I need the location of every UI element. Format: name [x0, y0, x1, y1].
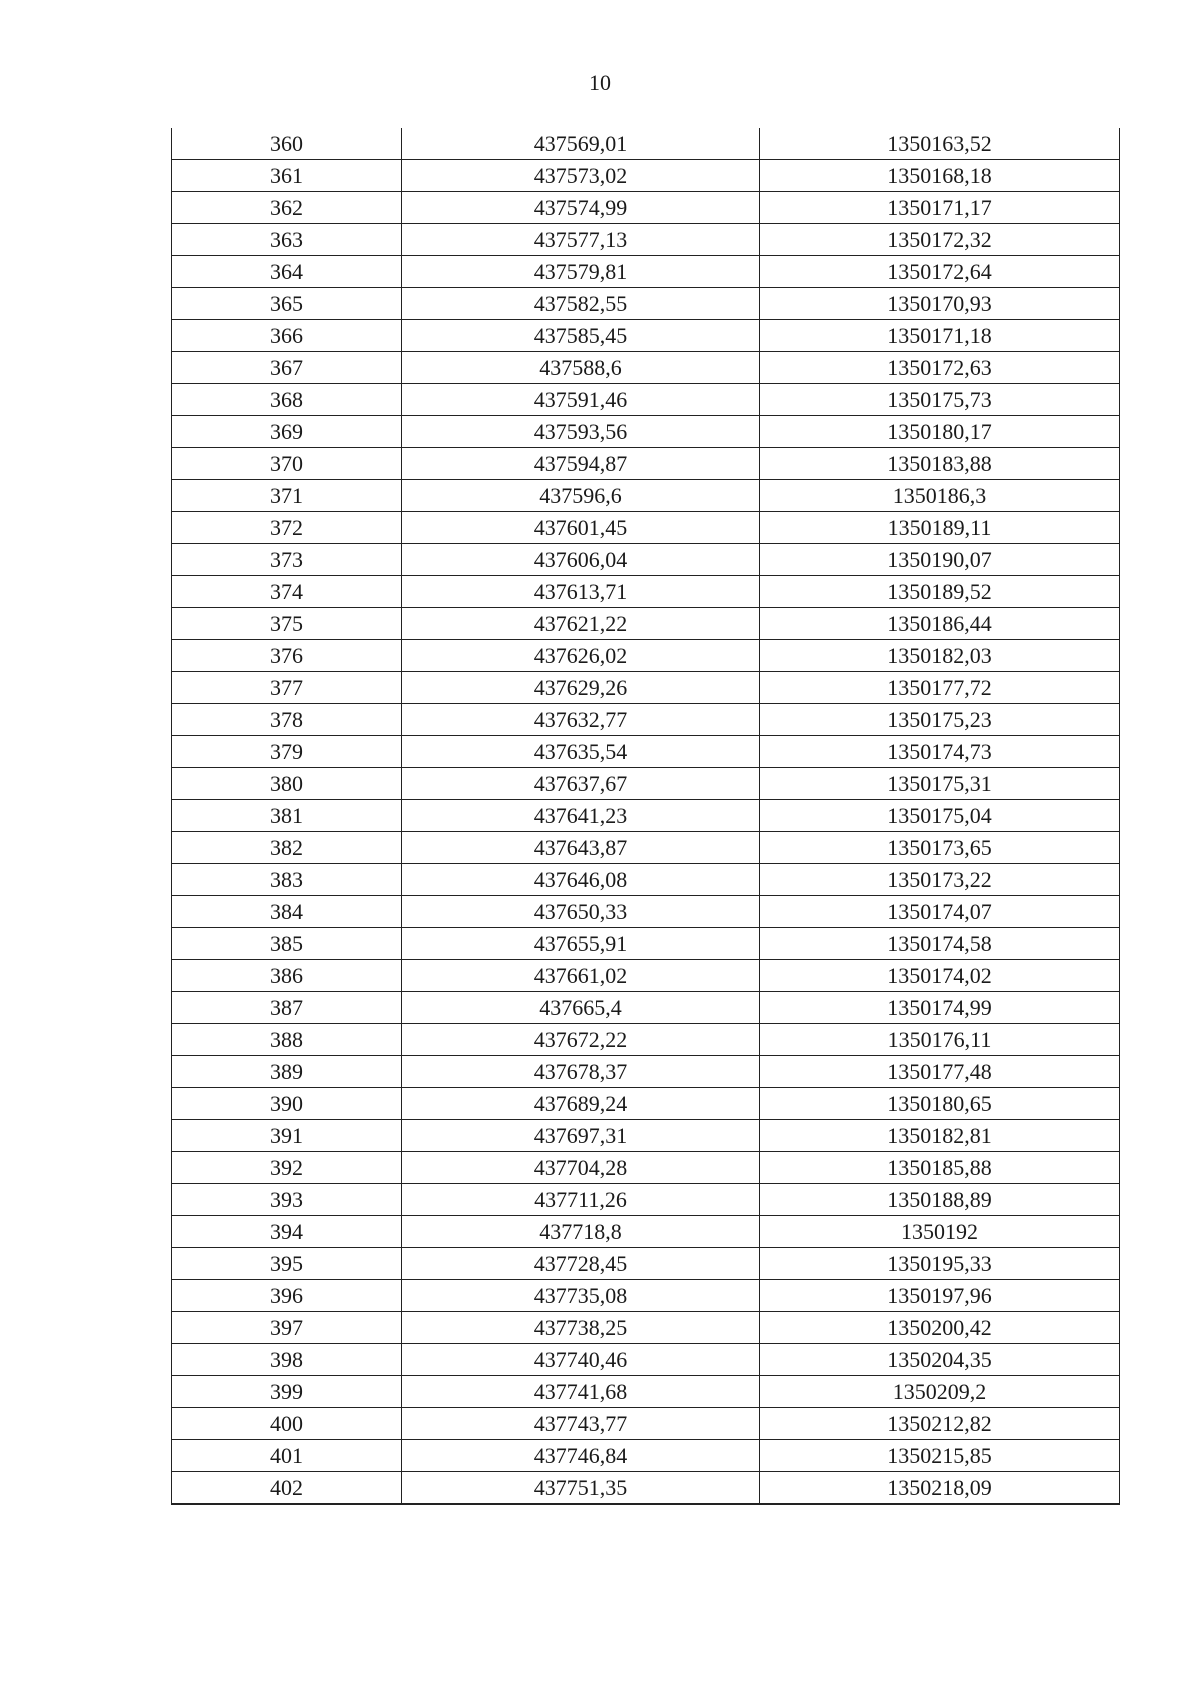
y-coordinate-cell: 1350204,35: [760, 1344, 1120, 1376]
y-coordinate-cell: 1350212,82: [760, 1408, 1120, 1440]
table-row: [172, 128, 1120, 160]
y-coordinate-cell: 1350172,64: [760, 256, 1120, 288]
x-coordinate-cell: 437746,84: [402, 1440, 760, 1472]
y-coordinate-cell: 1350180,17: [760, 416, 1120, 448]
point-number-cell: 389: [172, 1056, 402, 1088]
table-row: [172, 576, 1120, 608]
y-coordinate-cell: 1350215,85: [760, 1440, 1120, 1472]
y-coordinate-cell: 1350192: [760, 1216, 1120, 1248]
x-coordinate-cell: 437588,6: [402, 352, 760, 384]
table-row: [172, 1152, 1120, 1184]
y-coordinate-cell: 1350172,32: [760, 224, 1120, 256]
point-number-cell: 376: [172, 640, 402, 672]
table-row: [172, 384, 1120, 416]
y-coordinate-cell: 1350174,07: [760, 896, 1120, 928]
table-row: [172, 1248, 1120, 1280]
x-coordinate-cell: 437655,91: [402, 928, 760, 960]
table-row: [172, 160, 1120, 192]
table-row: [172, 800, 1120, 832]
x-coordinate-cell: 437632,77: [402, 704, 760, 736]
table-row: [172, 736, 1120, 768]
y-coordinate-cell: 1350180,65: [760, 1088, 1120, 1120]
point-number-cell: 368: [172, 384, 402, 416]
x-coordinate-cell: 437613,71: [402, 576, 760, 608]
point-number-cell: 399: [172, 1376, 402, 1408]
table-row: [172, 320, 1120, 352]
x-coordinate-cell: 437743,77: [402, 1408, 760, 1440]
table-row: [172, 640, 1120, 672]
y-coordinate-cell: 1350174,99: [760, 992, 1120, 1024]
point-number-cell: 363: [172, 224, 402, 256]
point-number-cell: 380: [172, 768, 402, 800]
table-row: [172, 864, 1120, 896]
point-number-cell: 377: [172, 672, 402, 704]
point-number-cell: 396: [172, 1280, 402, 1312]
x-coordinate-cell: 437728,45: [402, 1248, 760, 1280]
x-coordinate-cell: 437689,24: [402, 1088, 760, 1120]
table-row: [172, 192, 1120, 224]
point-number-cell: 360: [172, 128, 402, 160]
table-row: [172, 1024, 1120, 1056]
x-coordinate-cell: 437665,4: [402, 992, 760, 1024]
x-coordinate-cell: 437629,26: [402, 672, 760, 704]
x-coordinate-cell: 437738,25: [402, 1312, 760, 1344]
table-row: [172, 256, 1120, 288]
x-coordinate-cell: 437577,13: [402, 224, 760, 256]
point-number-cell: 401: [172, 1440, 402, 1472]
y-coordinate-cell: 1350182,03: [760, 640, 1120, 672]
table-row: [172, 832, 1120, 864]
x-coordinate-cell: 437735,08: [402, 1280, 760, 1312]
x-coordinate-cell: 437585,45: [402, 320, 760, 352]
y-coordinate-cell: 1350172,63: [760, 352, 1120, 384]
point-number-cell: 372: [172, 512, 402, 544]
x-coordinate-cell: 437591,46: [402, 384, 760, 416]
point-number-cell: 373: [172, 544, 402, 576]
page-number: 10: [589, 70, 611, 95]
table-row: [172, 1184, 1120, 1216]
point-number-cell: 371: [172, 480, 402, 512]
table-row: [172, 1440, 1120, 1472]
y-coordinate-cell: 1350186,3: [760, 480, 1120, 512]
x-coordinate-cell: 437711,26: [402, 1184, 760, 1216]
y-coordinate-cell: 1350177,48: [760, 1056, 1120, 1088]
point-number-cell: 384: [172, 896, 402, 928]
x-coordinate-cell: 437641,23: [402, 800, 760, 832]
table-row: [172, 1472, 1120, 1505]
table-row: [172, 448, 1120, 480]
y-coordinate-cell: 1350175,73: [760, 384, 1120, 416]
x-coordinate-cell: 437596,6: [402, 480, 760, 512]
y-coordinate-cell: 1350168,18: [760, 160, 1120, 192]
table-row: [172, 1056, 1120, 1088]
point-number-cell: 369: [172, 416, 402, 448]
point-number-cell: 397: [172, 1312, 402, 1344]
point-number-cell: 374: [172, 576, 402, 608]
table-row: [172, 288, 1120, 320]
y-coordinate-cell: 1350177,72: [760, 672, 1120, 704]
y-coordinate-cell: 1350171,17: [760, 192, 1120, 224]
x-coordinate-cell: 437697,31: [402, 1120, 760, 1152]
point-number-cell: 375: [172, 608, 402, 640]
table-row: [172, 1216, 1120, 1248]
x-coordinate-cell: 437740,46: [402, 1344, 760, 1376]
y-coordinate-cell: 1350185,88: [760, 1152, 1120, 1184]
y-coordinate-cell: 1350190,07: [760, 544, 1120, 576]
y-coordinate-cell: 1350183,88: [760, 448, 1120, 480]
point-number-cell: 398: [172, 1344, 402, 1376]
point-number-cell: 382: [172, 832, 402, 864]
x-coordinate-cell: 437621,22: [402, 608, 760, 640]
point-number-cell: 383: [172, 864, 402, 896]
table-row: [172, 1376, 1120, 1408]
x-coordinate-cell: 437573,02: [402, 160, 760, 192]
y-coordinate-cell: 1350175,04: [760, 800, 1120, 832]
table-row: [172, 672, 1120, 704]
table-row: [172, 544, 1120, 576]
table-row: [172, 1344, 1120, 1376]
y-coordinate-cell: 1350195,33: [760, 1248, 1120, 1280]
y-coordinate-cell: 1350171,18: [760, 320, 1120, 352]
point-number-cell: 366: [172, 320, 402, 352]
point-number-cell: 395: [172, 1248, 402, 1280]
y-coordinate-cell: 1350209,2: [760, 1376, 1120, 1408]
point-number-cell: 370: [172, 448, 402, 480]
point-number-cell: 367: [172, 352, 402, 384]
y-coordinate-cell: 1350188,89: [760, 1184, 1120, 1216]
point-number-cell: 394: [172, 1216, 402, 1248]
point-number-cell: 391: [172, 1120, 402, 1152]
y-coordinate-cell: 1350200,42: [760, 1312, 1120, 1344]
point-number-cell: 400: [172, 1408, 402, 1440]
x-coordinate-cell: 437579,81: [402, 256, 760, 288]
x-coordinate-cell: 437593,56: [402, 416, 760, 448]
y-coordinate-cell: 1350189,11: [760, 512, 1120, 544]
y-coordinate-cell: 1350175,23: [760, 704, 1120, 736]
x-coordinate-cell: 437661,02: [402, 960, 760, 992]
point-number-cell: 393: [172, 1184, 402, 1216]
table-row: [172, 416, 1120, 448]
y-coordinate-cell: 1350197,96: [760, 1280, 1120, 1312]
table-row: [172, 1312, 1120, 1344]
point-number-cell: 364: [172, 256, 402, 288]
y-coordinate-cell: 1350176,11: [760, 1024, 1120, 1056]
x-coordinate-cell: 437650,33: [402, 896, 760, 928]
table-row: [172, 768, 1120, 800]
point-number-cell: 379: [172, 736, 402, 768]
x-coordinate-cell: 437741,68: [402, 1376, 760, 1408]
x-coordinate-cell: 437718,8: [402, 1216, 760, 1248]
y-coordinate-cell: 1350163,52: [760, 128, 1120, 160]
y-coordinate-cell: 1350170,93: [760, 288, 1120, 320]
table-row: [172, 960, 1120, 992]
y-coordinate-cell: 1350174,02: [760, 960, 1120, 992]
x-coordinate-cell: 437574,99: [402, 192, 760, 224]
table-row: [172, 1408, 1120, 1440]
point-number-cell: 361: [172, 160, 402, 192]
coordinates-table-body: [172, 128, 1120, 1504]
table-row: [172, 1280, 1120, 1312]
x-coordinate-cell: 437635,54: [402, 736, 760, 768]
table-row: [172, 480, 1120, 512]
table-row: [172, 224, 1120, 256]
point-number-cell: 381: [172, 800, 402, 832]
table-row: [172, 608, 1120, 640]
x-coordinate-cell: 437606,04: [402, 544, 760, 576]
x-coordinate-cell: 437569,01: [402, 128, 760, 160]
x-coordinate-cell: 437601,45: [402, 512, 760, 544]
y-coordinate-cell: 1350173,22: [760, 864, 1120, 896]
point-number-cell: 386: [172, 960, 402, 992]
point-number-cell: 392: [172, 1152, 402, 1184]
y-coordinate-cell: 1350218,09: [760, 1472, 1120, 1505]
x-coordinate-cell: 437594,87: [402, 448, 760, 480]
coordinates-table: [171, 128, 1120, 1505]
x-coordinate-cell: 437678,37: [402, 1056, 760, 1088]
table-row: [172, 512, 1120, 544]
x-coordinate-cell: 437704,28: [402, 1152, 760, 1184]
x-coordinate-cell: 437646,08: [402, 864, 760, 896]
y-coordinate-cell: 1350189,52: [760, 576, 1120, 608]
y-coordinate-cell: 1350174,73: [760, 736, 1120, 768]
x-coordinate-cell: 437637,67: [402, 768, 760, 800]
y-coordinate-cell: 1350186,44: [760, 608, 1120, 640]
y-coordinate-cell: 1350175,31: [760, 768, 1120, 800]
table-row: [172, 992, 1120, 1024]
table-row: [172, 896, 1120, 928]
point-number-cell: 402: [172, 1472, 402, 1505]
table-row: [172, 928, 1120, 960]
y-coordinate-cell: 1350173,65: [760, 832, 1120, 864]
table-row: [172, 1088, 1120, 1120]
point-number-cell: 387: [172, 992, 402, 1024]
x-coordinate-cell: 437626,02: [402, 640, 760, 672]
point-number-cell: 365: [172, 288, 402, 320]
y-coordinate-cell: 1350182,81: [760, 1120, 1120, 1152]
point-number-cell: 390: [172, 1088, 402, 1120]
table-row: [172, 1120, 1120, 1152]
point-number-cell: 385: [172, 928, 402, 960]
table-row: [172, 352, 1120, 384]
point-number-cell: 378: [172, 704, 402, 736]
x-coordinate-cell: 437751,35: [402, 1472, 760, 1505]
y-coordinate-cell: 1350174,58: [760, 928, 1120, 960]
point-number-cell: 388: [172, 1024, 402, 1056]
table-row: [172, 704, 1120, 736]
x-coordinate-cell: 437643,87: [402, 832, 760, 864]
x-coordinate-cell: 437672,22: [402, 1024, 760, 1056]
x-coordinate-cell: 437582,55: [402, 288, 760, 320]
point-number-cell: 362: [172, 192, 402, 224]
